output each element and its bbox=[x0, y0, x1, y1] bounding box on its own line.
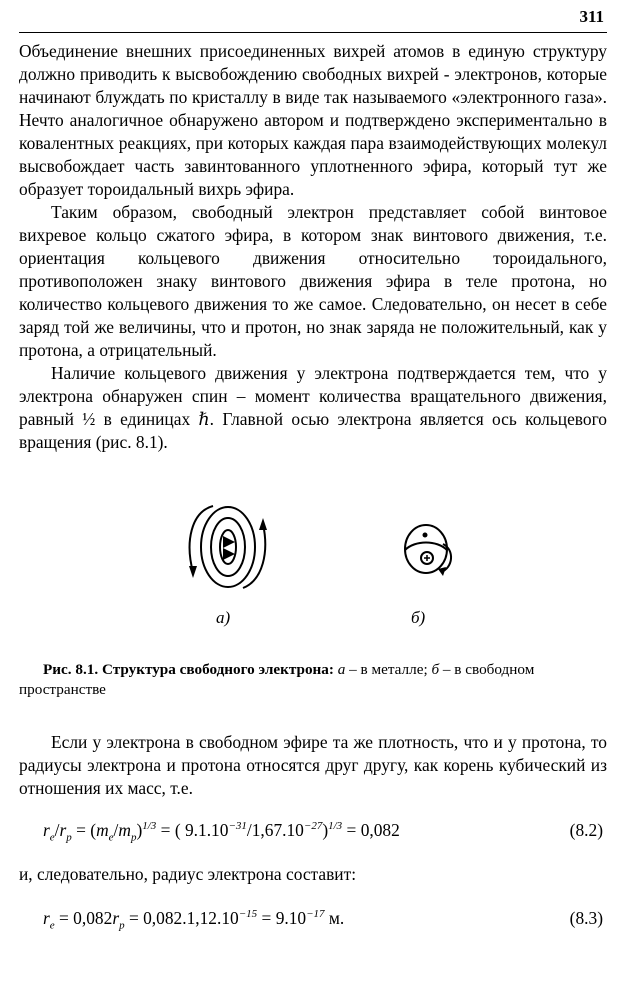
equation-number-8-3: (8.3) bbox=[569, 908, 603, 928]
paragraph-3: Наличие кольцевого движения у электрона подтверждается тем, что у электрона обнаружен спин – момент количества вращательного движения, равный ½ в единицах ℏ. Главной осью электрона является ось кольцевого вращения (рис. 8.1). bbox=[19, 363, 607, 452]
f82-part4: ) bbox=[136, 820, 143, 840]
figure-label-b: б) bbox=[411, 608, 426, 627]
sub-e: e bbox=[108, 831, 114, 844]
sym-m: m bbox=[96, 820, 109, 840]
caption-b-text: – в свободном пространстве bbox=[19, 661, 535, 698]
f83-part1: = 0,082 bbox=[54, 908, 113, 928]
sym-m: m bbox=[118, 820, 131, 840]
sym-r: r bbox=[59, 820, 67, 840]
exp-1-3: 1/3 bbox=[142, 820, 157, 833]
formula-8-3 bbox=[19, 904, 607, 932]
sub-p: p bbox=[130, 831, 137, 844]
electron-in-metal-diagram bbox=[183, 492, 273, 602]
exp-15: −15 bbox=[238, 908, 258, 921]
dot-icon bbox=[423, 533, 428, 538]
f82-part8: = 0,082 bbox=[342, 820, 400, 840]
page-body bbox=[19, 40, 607, 932]
caption-b-letter: б bbox=[431, 661, 440, 678]
formula-8-2 bbox=[19, 816, 607, 844]
figure-8-1 bbox=[19, 492, 607, 642]
sym-r: r bbox=[112, 908, 120, 928]
exp-27: −27 bbox=[303, 820, 323, 833]
sub-e: e bbox=[49, 831, 55, 844]
f83-part4: м. bbox=[324, 908, 345, 928]
paragraph-2: Таким образом, свободный электрон представляет собой винтовое вихревое кольцо сжатого эфира, в котором знак винтового движения, т.е. ориентация кольцевого движения относительно тороидального, противоположен знаку винтового движения эфира в теле протона, но количество кольцевого движения то же самое. Следовательно, он несет в себе заряд той же величины, что и протон, но знак заряда не положительный, как у протона, а отрицательный. bbox=[19, 202, 607, 360]
paragraph-4: Если у электрона в свободном эфире та же плотность, что и у протона, то радиусы электрона и протона относятся друг другу, как корень кубический из отношения их масс, т.е. bbox=[19, 732, 607, 798]
exp-1-3: 1/3 bbox=[328, 820, 343, 833]
sub-p: p bbox=[66, 831, 72, 844]
f82-part7: ) bbox=[322, 820, 329, 840]
sym-r: r bbox=[43, 908, 50, 928]
figure-caption bbox=[19, 660, 607, 700]
page-number: 311 bbox=[579, 7, 604, 26]
f82-part2: = ( bbox=[71, 820, 97, 840]
f82-part3: / bbox=[113, 820, 119, 840]
sub-p: p bbox=[119, 919, 125, 932]
exp-17: −17 bbox=[306, 908, 325, 921]
sym-r: r bbox=[43, 820, 50, 840]
electron-in-free-space-diagram bbox=[391, 514, 461, 584]
paragraph-1: Объединение внешних присоединенных вихрей атомов в единую структуру должно приводить к высвобождению свободных вихрей - электронов, которые начинают блуждать по кристаллу в виде так называемого «электронного газа». Нечто аналогичное обнаружено автором и подтверждено экспериментально в ковалентных реакциях, при которых каждая пара взаимодействующих молекул высвобождает часть завинтованного уплотненного эфира, который тут же образует тороидальный вихрь эфира. bbox=[19, 41, 607, 199]
f82-part1: / bbox=[54, 820, 60, 840]
f83-part3: = 9.10 bbox=[257, 908, 307, 928]
caption-title: Рис. 8.1. Структура свободного электрона: bbox=[43, 661, 334, 678]
f82-part5: = ( 9.1.10 bbox=[156, 820, 229, 840]
figure-label-a: а) bbox=[216, 608, 231, 627]
caption-a-letter: а bbox=[337, 661, 346, 678]
paragraph-5: и, следовательно, радиус электрона составит: bbox=[19, 864, 357, 884]
sub-e: e bbox=[49, 919, 55, 932]
exp-31: −31 bbox=[228, 820, 247, 833]
header-rule bbox=[19, 32, 607, 33]
f82-part6: /1,67.10 bbox=[246, 820, 304, 840]
equation-number-8-2: (8.2) bbox=[569, 820, 603, 840]
caption-a-text: – в металле; bbox=[345, 661, 432, 678]
f83-part2: = 0,082.1,12.10 bbox=[124, 908, 239, 928]
